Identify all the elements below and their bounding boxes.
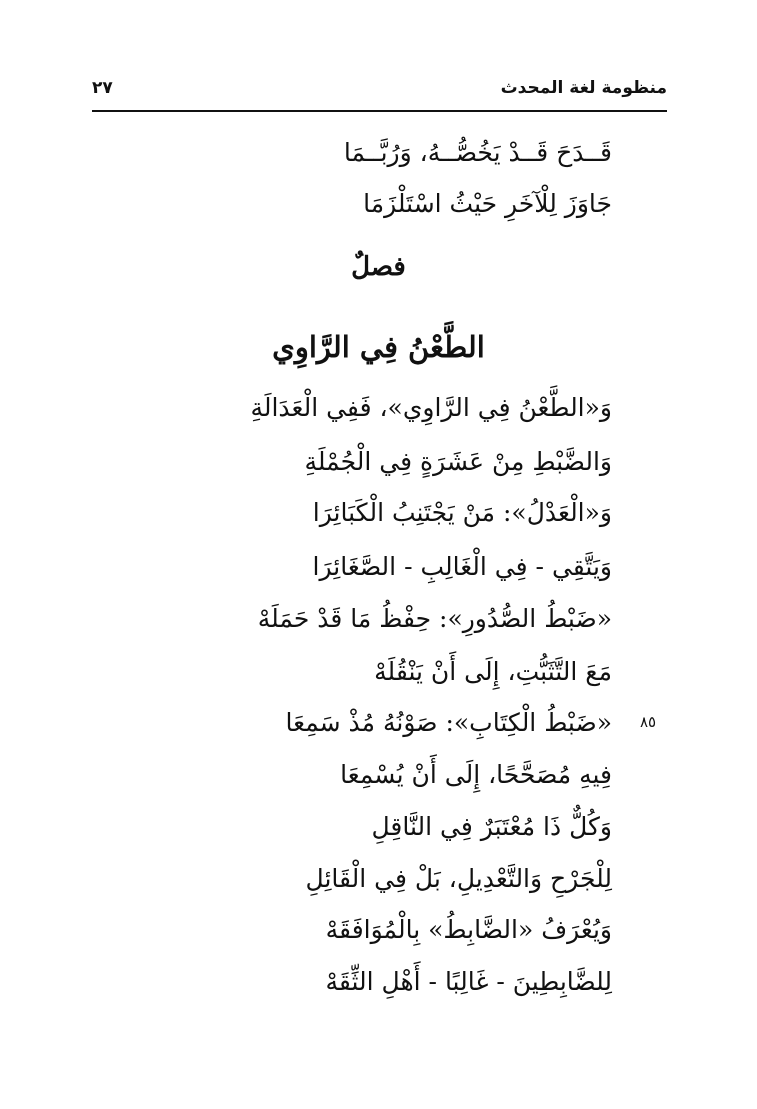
header-rule (92, 110, 667, 112)
verse-line: وَيُعْرَفُ «الضَّابِطُ» بِالْمُوَافَقَهْ (325, 915, 612, 944)
running-header (92, 70, 667, 106)
verse-line: وَالضَّبْطِ مِنْ عَشَرَةٍ فِي الْجُمْلَةِ (304, 447, 612, 476)
verse-line: «ضَبْطُ الْكِتَابِ»: صَوْنُهُ مُذْ سَمِعَا (285, 708, 612, 737)
verse-line: مَعَ التَّثَبُّتِ، إِلَى أَنْ يَنْقُلَهْ (374, 657, 612, 686)
opening-line: جَاوَزَ لِلْآخَرِ حَيْثُ اسْتَلْزَمَا (363, 189, 612, 218)
verse-line: لِلْجَرْحِ وَالتَّعْدِيلِ، بَلْ فِي الْقَائِلِ (305, 864, 612, 893)
page-number: ٢٧ (92, 78, 113, 98)
chapter-label: فصلٌ (351, 252, 406, 282)
verse-line: لِلضَّابِطِينَ - غَالِبًا - أَهْلِ الثِّقَهْ (325, 967, 612, 996)
verse-line: وَيَتَّقِي - فِي الْغَالِبِ - الصَّغَائِرَا (312, 552, 612, 581)
verse-number: ٨٥ (640, 713, 657, 731)
book-title: منظومة لغة المحدث (500, 78, 667, 98)
verse-line: فِيهِ مُصَحَّحًا، إِلَى أَنْ يُسْمِعَا (340, 760, 612, 789)
opening-line: قَــدَحَ قَــدْ يَخُصُّــهُ، وَرُبَّــمَا (343, 138, 612, 167)
verse-line: «ضَبْطُ الصُّدُورِ»: حِفْظُ مَا قَدْ حَمَلَهْ (257, 604, 612, 633)
verse-line: وَكُلٌّ ذَا مُعْتَبَرٌ فِي النَّاقِلِ (371, 812, 612, 841)
verse-line: وَ«الطَّعْنُ فِي الرَّاوِي»، فَفِي الْعَدَالَةِ (250, 393, 612, 422)
verse-line: وَ«الْعَدْلُ»: مَنْ يَجْتَنِبُ الْكَبَائِرَا (312, 498, 612, 527)
section-title: الطَّعْنُ فِي الرَّاوِي (272, 330, 485, 364)
